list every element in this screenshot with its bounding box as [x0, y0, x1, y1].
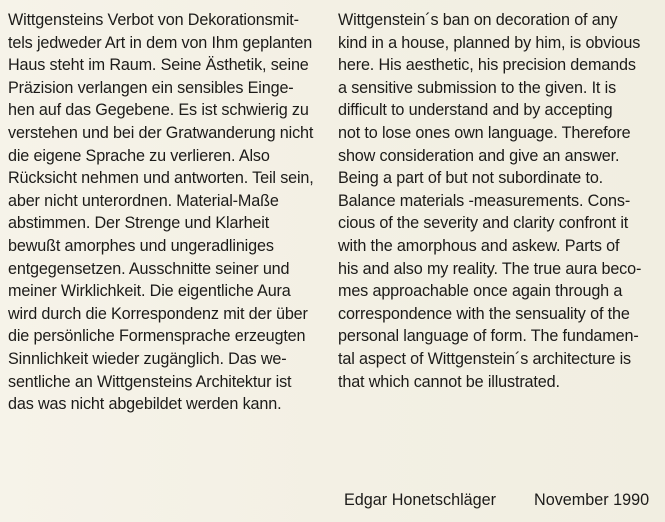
german-line: Haus steht im Raum. Seine Ästhetik, seine [8, 56, 309, 75]
english-line: kind in a house, planned by him, is obvious [338, 33, 641, 52]
german-line: wird durch die Korrespondenz mit der über [8, 304, 308, 323]
english-line: here. His aesthetic, his precision demands [338, 56, 636, 75]
english-line: mes approachable once again through a [338, 282, 623, 301]
english-line: not to lose ones own language. Therefore [338, 123, 631, 142]
signature-date: November 1990 [534, 491, 650, 509]
english-line: show consideration and give an answer. [338, 146, 620, 165]
german-line: sentliche an Wittgensteins Architektur ist [8, 372, 292, 391]
english-line: Being a part of but not subordinate to. [338, 169, 604, 188]
german-line: tels jedweder Art in dem von Ihm geplanten [8, 33, 313, 52]
german-line: meiner Wirklichkeit. Die eigentliche Aura [8, 282, 291, 301]
english-line: with the amorphous and askew. Parts of [338, 236, 620, 255]
german-line: die persönliche Formensprache erzeugten [8, 327, 306, 346]
german-line: bewußt amorphes und ungeradliniges [8, 236, 274, 255]
german-line: hen auf das Gegebene. Es ist schwierig zu [8, 101, 309, 120]
english-line: correspondence with the sensuality of the [338, 304, 630, 323]
english-line: cious of the severity and clarity confront it [338, 214, 629, 233]
german-line: die eigene Sprache zu verlieren. Also [8, 146, 270, 165]
german-line: Rücksicht nehmen und antworten. Teil sein, [8, 169, 314, 188]
german-line: Wittgensteins Verbot von Dekorationsmit- [8, 11, 299, 29]
german-line: Präzision verlangen ein sensibles Einge- [8, 78, 294, 97]
english-line: a sensitive submission to the given. It is [338, 78, 617, 97]
german-line: Sinnlichkeit wieder zugänglich. Das we- [8, 349, 287, 368]
german-line: aber nicht unterordnen. Material-Maße [8, 191, 279, 210]
german-line: verstehen und bei der Gratwanderung nicht [8, 123, 314, 142]
german-line: entgegensetzen. Ausschnitte seiner und [8, 259, 290, 278]
english-line: Wittgenstein´s ban on decoration of any [338, 11, 618, 29]
english-line: difficult to understand and by accepting [338, 101, 613, 120]
german-line: abstimmen. Der Strenge und Klarheit [8, 214, 270, 233]
author-name: Edgar Honetschläger [344, 491, 497, 509]
english-text-column [338, 9, 660, 393]
german-text-column [8, 9, 320, 416]
english-line: that which cannot be illustrated. [338, 372, 560, 391]
english-line: tal aspect of Wittgenstein´s architecture is [338, 349, 631, 368]
english-line: his and also my reality. The true aura beco- [338, 259, 642, 278]
english-line: Balance materials -measurements. Cons- [338, 191, 631, 210]
english-line: personal language of form. The fundamen- [338, 327, 639, 346]
german-line: das was nicht abgebildet werden kann. [8, 395, 282, 414]
